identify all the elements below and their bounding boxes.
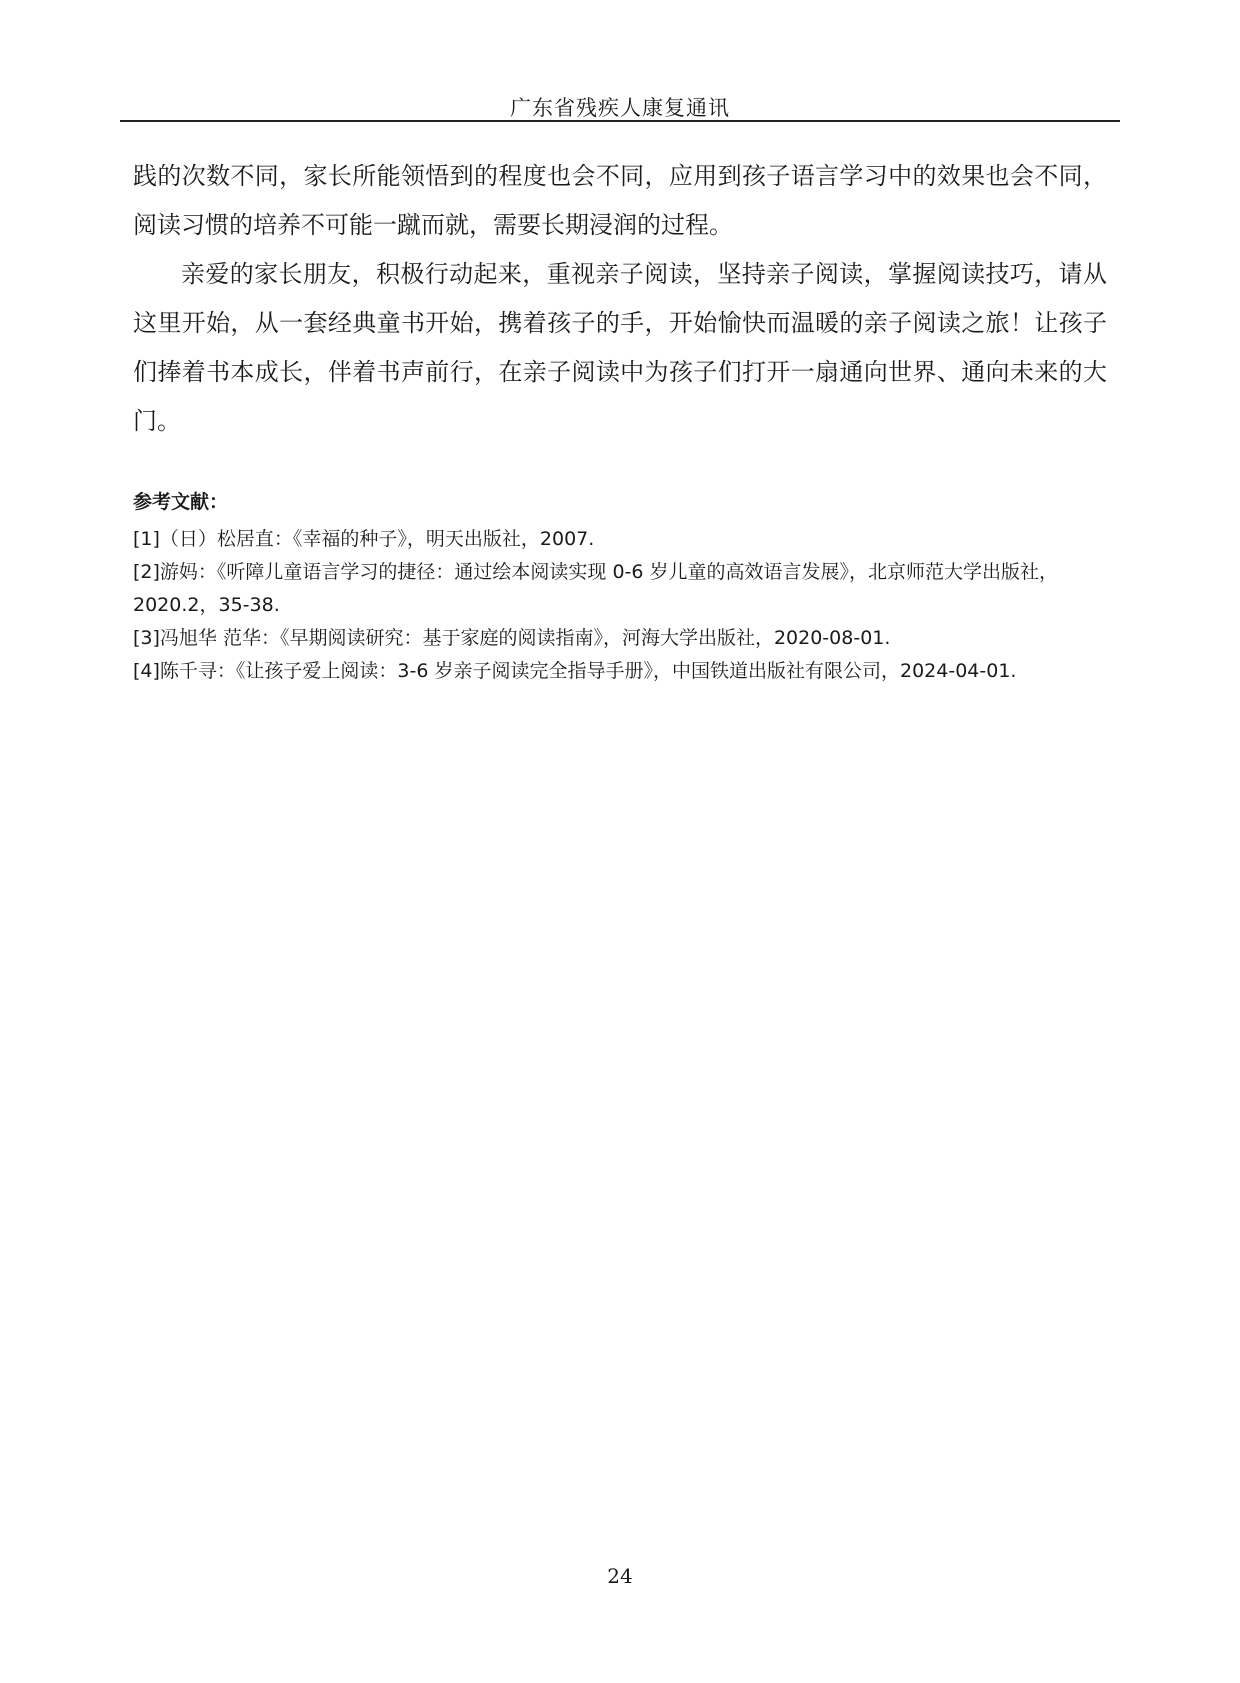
references-section (133, 486, 1107, 688)
header-divider (120, 120, 1120, 122)
reference-item: [3]冯旭华 范华：《早期阅读研究：基于家庭的阅读指南》，河海大学出版社，2020-08-01. (133, 627, 891, 649)
body-paragraph-continued: 践的次数不同，家长所能领悟到的程度也会不同，应用到孩子语言学习中的效果也会不同，阅读习惯的培养不可能一蹴而就，需要长期浸润的过程。 (133, 162, 1107, 239)
body-paragraph: 亲爱的家长朋友，积极行动起来，重视亲子阅读，坚持亲子阅读，掌握阅读技巧，请从这里开始，从一套经典童书开始，携着孩子的手，开始愉快而温暖的亲子阅读之旅！让孩子们捧着书本成长，伴着书声前行，在亲子阅读中为孩子们打开一扇通向世界、通向未来的大门。 (133, 260, 1107, 435)
references-heading: 参考文献： (133, 491, 229, 513)
page-number: 24 (607, 1564, 633, 1588)
reference-item: [1]（日）松居直：《幸福的种子》，明天出版社，2007. (133, 528, 595, 550)
references-list (133, 523, 1107, 688)
reference-item: [2]游妈：《听障儿童语言学习的捷径：通过绘本阅读实现 0-6 岁儿童的高效语言发展》，北京师范大学出版社，2020.2，35-38. (133, 561, 1059, 616)
running-header: 广东省残疾人康复通讯 (510, 96, 730, 120)
body-text (133, 152, 1107, 446)
reference-item: [4]陈千寻：《让孩子爱上阅读：3-6 岁亲子阅读完全指导手册》，中国铁道出版社有限公司，2024-04-01. (133, 660, 1017, 682)
